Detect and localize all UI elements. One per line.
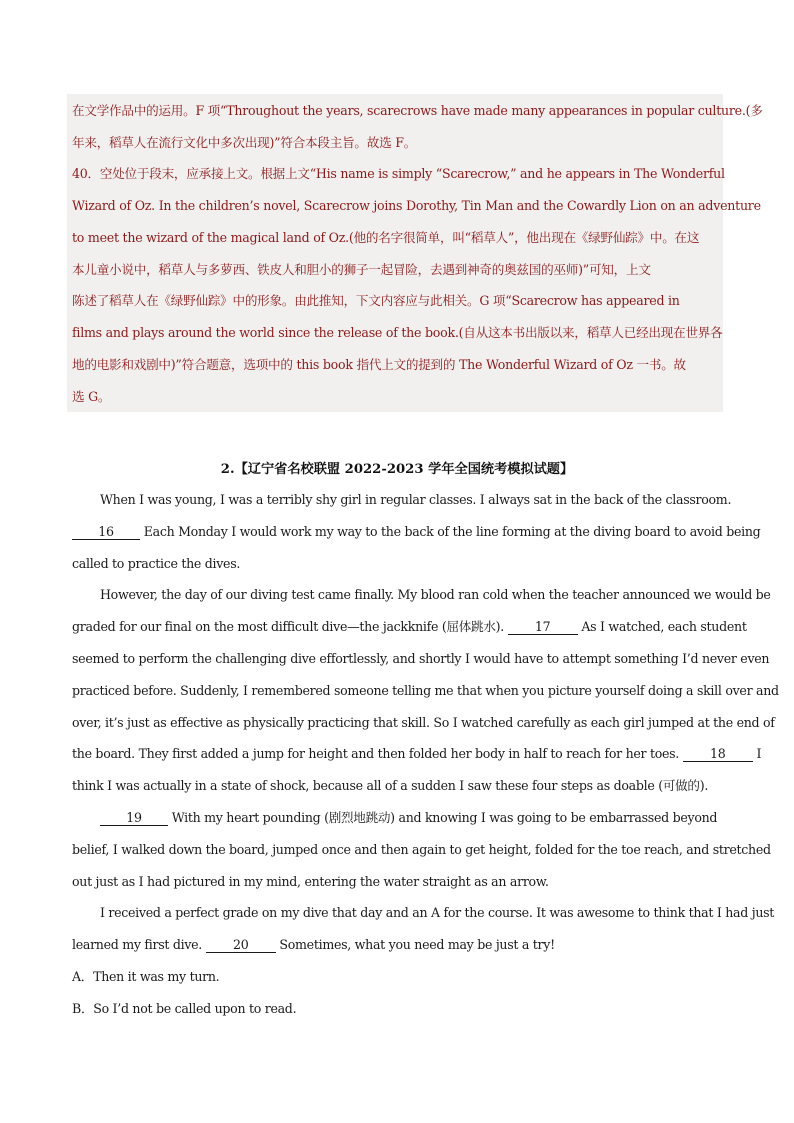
passage-text: Each Monday I would work my way to the back of the line forming at the diving board to avoid being [143,524,761,539]
blank-18[interactable]: 18 [683,747,753,762]
answer-line: 本儿童小说中，稻草人与多萝西、铁皮人和胆小的狮子一起冒险，去遇到神奇的奥兹国的巫师)”可知，上文 [72,262,651,277]
passage-line [72,523,761,541]
passage-line [72,936,722,954]
answer-line: Wizard of Oz. In the children’s novel, Scarecrow joins Dorothy, Tin Man and the Cowardly Lion on an adventure [72,198,761,213]
answer-line: 年来，稻草人在流行文化中多次出现)”符合本段主旨。故选 F。 [72,135,417,150]
passage-text: With my heart pounding (剧烈地跳动) and knowing I was going to be embarrassed beyond [171,810,718,825]
question-title: 2.【辽宁省名校联盟 2022-2023 学年全国统考模拟试题】 [220,462,574,477]
passage-text: the board. They first added a jump for height and then folded her body in half to reach for her toes. [72,746,683,761]
passage-text: I [756,746,762,761]
passage-line: However, the day of our diving test came finally. My blood ran cold when the teacher announced we would be [100,587,771,602]
answer-line: 在文学作品中的运用。F 项“Throughout the years, scarecrows have made many appearances in popular culture.(多 [72,103,763,118]
answer-line: 地的电影和戏剧中)”符合题意，选项中的 this book 指代上文的提到的 The Wonderful Wizard of Oz 一书。故 [72,357,686,372]
passage-line [72,618,747,636]
answer-line: films and plays around the world since the release of the book.(自从这本书出版以来，稻草人已经出现在世界各 [72,325,723,340]
passage-line [100,809,750,827]
passage-text: As I watched, each student [581,619,747,634]
passage-line: think I was actually in a state of shock, because all of a sudden I saw these four steps as doable (可做的). [72,778,709,793]
answer-line: 40．空处位于段末，应承接上文。根据上文“His name is simply “Scarecrow,” and he appears in The Wonderful [72,166,725,181]
passage-line: belief, I walked down the board, jumped once and then again to get height, folded for the toe reach, and stretched [72,842,771,857]
passage-line: I received a perfect grade on my dive that day and an A for the course. It was awesome to think that I had just [100,905,775,920]
option-a: A．Then it was my turn. [72,969,220,984]
passage-text: learned my first dive. [72,937,206,952]
blank-16[interactable]: 16 [72,525,140,540]
passage-text: Sometimes, what you need may be just a try! [279,937,555,952]
answer-line: to meet the wizard of the magical land of Oz.(他的名字很简单，叫“稻草人”，他出现在《绿野仙踪》中。在这 [72,230,700,245]
blank-19[interactable]: 19 [100,811,168,826]
blank-17[interactable]: 17 [508,620,578,635]
passage-line: practiced before. Suddenly, I remembered someone telling me that when you picture yourself doing a skill over and [72,683,779,698]
passage-line [72,745,762,763]
passage-line: over, it’s just as effective as physically practicing that skill. So I watched carefully as each girl jumped at the end of [72,715,775,730]
passage-line: When I was young, I was a terribly shy girl in regular classes. I always sat in the back of the classroom. [100,492,732,507]
option-b: B．So I’d not be called upon to read. [72,1001,297,1016]
passage-line: called to practice the dives. [72,556,241,571]
passage-line: out just as I had pictured in my mind, entering the water straight as an arrow. [72,874,549,889]
blank-20[interactable]: 20 [206,938,276,953]
passage-line: seemed to perform the challenging dive effortlessly, and shortly I would have to attempt something I’d never even [72,651,770,666]
answer-line: 选 G。 [72,389,111,404]
passage-text: graded for our final on the most difficult dive—the jackknife (屈体跳水). [72,619,508,634]
answer-line: 陈述了稻草人在《绿野仙踪》中的形象。由此推知，下文内容应与此相关。G 项“Scarecrow has appeared in [72,293,680,308]
